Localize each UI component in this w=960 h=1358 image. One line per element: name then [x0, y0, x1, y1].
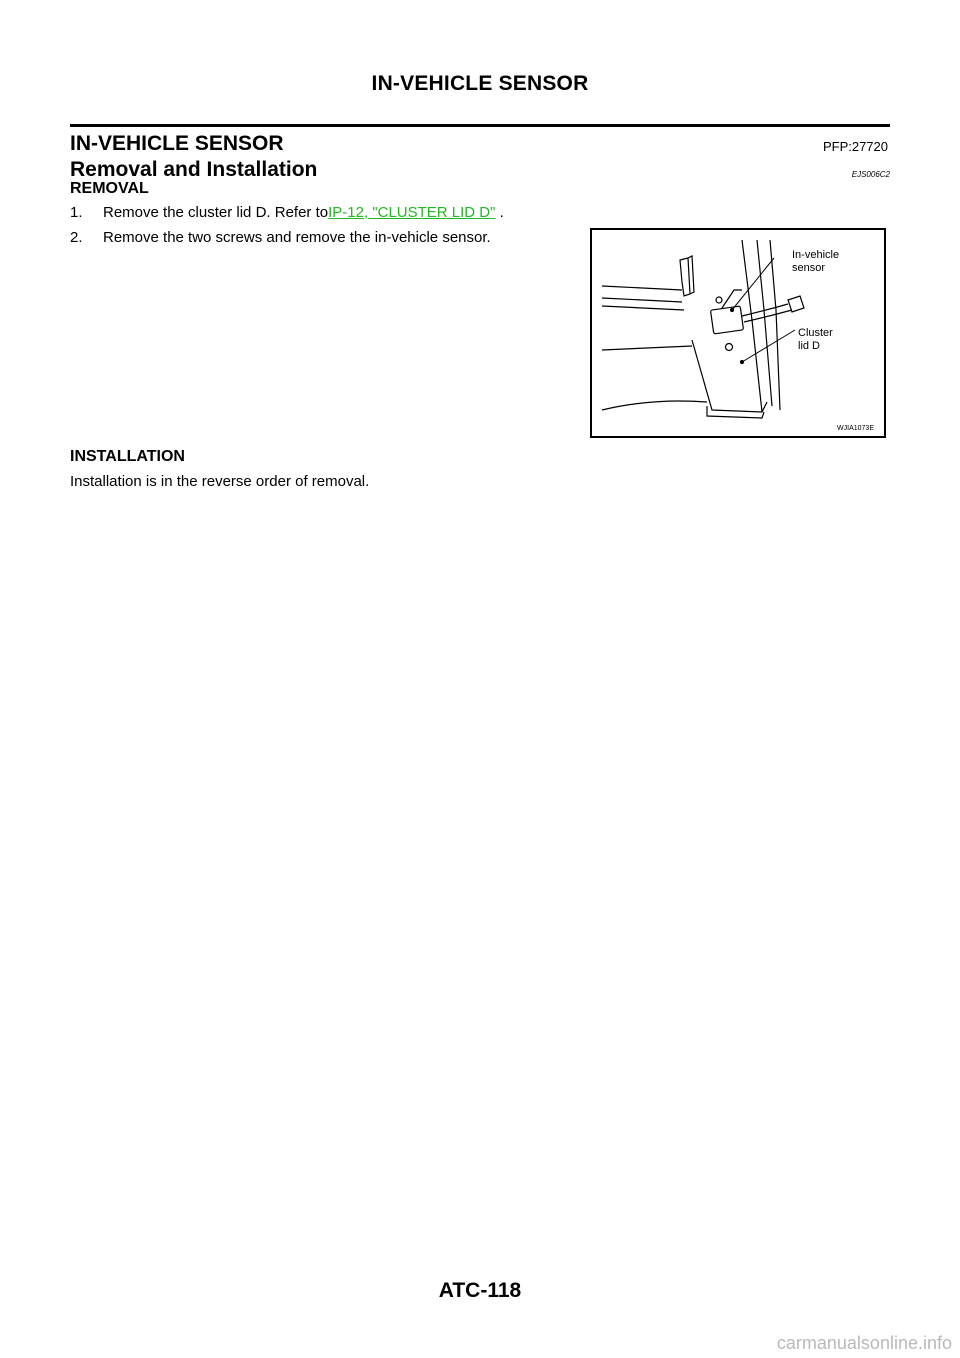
label-in-vehicle-sensor: In-vehicle sensor [792, 249, 840, 274]
figure-in-vehicle-sensor [590, 228, 886, 438]
step-text: Remove the two screws and remove the in-vehicle sensor. [103, 229, 491, 246]
section-title: IN-VEHICLE SENSOR [70, 132, 284, 155]
removal-step-1 [70, 204, 504, 221]
cross-reference-link[interactable]: IP-12, "CLUSTER LID D" [328, 204, 496, 221]
step-text: Remove the cluster lid D. Refer to [103, 204, 329, 221]
step-text-tail: . [495, 204, 504, 221]
step-number: 1. [70, 204, 83, 221]
watermark: carmanualsonline.info [776, 1333, 952, 1353]
page-number: ATC-118 [438, 1279, 522, 1302]
page-header-title: IN-VEHICLE SENSOR [371, 72, 589, 95]
section-code: EJS006C2 [851, 170, 890, 179]
sensor-illustration [592, 230, 884, 436]
subsection-title: Removal and Installation [70, 158, 318, 181]
removal-step-2 [70, 229, 491, 246]
figure-id: WJIA1073E [837, 425, 874, 432]
installation-text: Installation is in the reverse order of removal. [70, 473, 370, 490]
pfp-code: PFP:27720 [822, 139, 888, 154]
label-cluster-lid-d: Cluster lid D [798, 327, 833, 352]
step-number: 2. [70, 229, 83, 246]
section-header [70, 124, 890, 157]
installation-heading: INSTALLATION [70, 448, 185, 465]
removal-heading: REMOVAL [70, 180, 149, 197]
